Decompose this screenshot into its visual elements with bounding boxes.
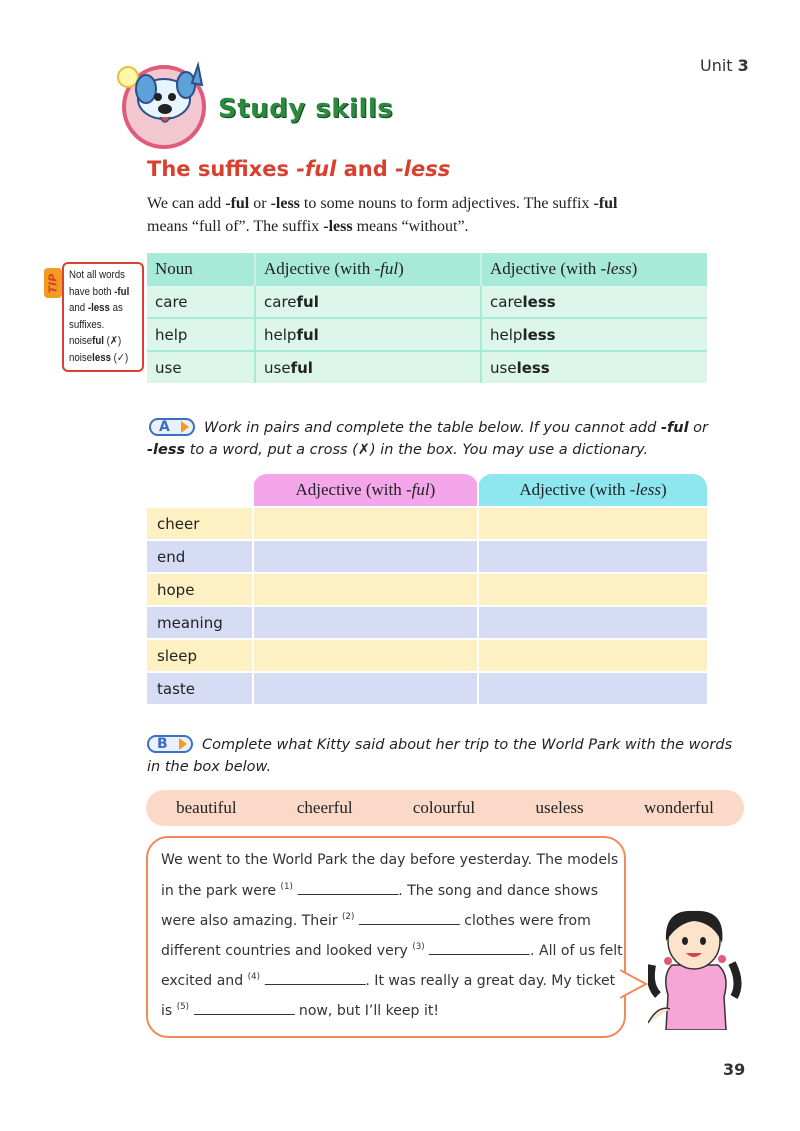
passage-line: in the park were $^{(1)}$ . The song and dance shows <box>161 882 599 899</box>
ful-answer-cell[interactable] <box>253 507 478 540</box>
table-row <box>147 318 707 351</box>
less-answer-cell[interactable] <box>478 573 707 606</box>
activity-a-line1: Work in pairs and complete the table below. If you cannot add -ful or <box>204 420 709 436</box>
arrow-icon <box>179 738 187 750</box>
tip-box <box>62 262 144 372</box>
ful-cell: useful <box>255 351 481 383</box>
less-answer-cell[interactable] <box>478 639 707 672</box>
fill-in-table <box>147 474 707 704</box>
noun-cell: care <box>147 285 255 318</box>
ful-cell: helpful <box>255 318 481 351</box>
less-answer-cell[interactable] <box>478 606 707 639</box>
speech-bubble-tail <box>620 968 650 1002</box>
passage-line: We went to the World Park the day before yesterday. The models <box>161 852 619 868</box>
less-cell: useless <box>481 351 707 383</box>
activity-b-badge: B <box>147 735 193 753</box>
arrow-icon <box>181 421 189 433</box>
header-adjective-ful: Adjective (with -ful) <box>255 253 481 285</box>
less-answer-cell[interactable] <box>478 540 707 573</box>
blank-2[interactable] <box>359 912 460 925</box>
noun-cell: use <box>147 351 255 383</box>
study-skills-banner: Study skills <box>218 94 394 124</box>
ful-answer-cell[interactable] <box>253 606 478 639</box>
table-row <box>147 573 707 606</box>
table-row <box>147 351 707 383</box>
table-row <box>147 606 707 639</box>
table-row <box>147 639 707 672</box>
word-option: useless <box>535 798 584 817</box>
ful-answer-cell[interactable] <box>253 573 478 606</box>
tip-text: Not all words have both -ful and -less as suffixes. noiseful (✗) noiseless (✓) <box>69 269 130 364</box>
word-box <box>146 790 744 826</box>
ful-answer-cell[interactable] <box>253 672 478 704</box>
suffix-example-table <box>147 253 707 383</box>
table-row <box>147 672 707 704</box>
ful-answer-cell[interactable] <box>253 639 478 672</box>
kitty-character-illustration <box>648 905 744 1030</box>
blank-5[interactable] <box>194 1002 295 1015</box>
activity-a-line2: -less to a word, put a cross (✗) in the box. You may use a dictionary. <box>147 442 649 458</box>
noun-cell: help <box>147 318 255 351</box>
word-cell: sleep <box>147 639 253 672</box>
passage-line: were also amazing. Their $^{(2)}$ clothes were from <box>161 912 591 929</box>
word-option: cheerful <box>296 798 353 817</box>
activity-b-line2: in the box below. <box>147 759 272 775</box>
word-cell: taste <box>147 672 253 704</box>
word-option: wonderful <box>643 798 714 817</box>
less-cell: helpless <box>481 318 707 351</box>
header-noun: Noun <box>147 253 255 285</box>
less-answer-cell[interactable] <box>478 507 707 540</box>
blank-1[interactable] <box>297 882 398 895</box>
table-row <box>147 507 707 540</box>
activity-a-badge: A <box>149 418 195 436</box>
lightbulb-icon <box>118 67 138 87</box>
less-answer-cell[interactable] <box>478 672 707 704</box>
intro-paragraph: We can add -ful or -less to some nouns to form adjectives. The suffix -ful means “full of”. The suffix -less means “without”. <box>147 195 618 235</box>
ful-cell: careful <box>255 285 481 318</box>
blank-3[interactable] <box>429 942 530 955</box>
header-adjective-less: Adjective (with -less) <box>478 474 707 507</box>
header-adjective-ful: Adjective (with -ful) <box>253 474 478 507</box>
word-option: beautiful <box>176 798 237 817</box>
word-cell: meaning <box>147 606 253 639</box>
word-option: colourful <box>412 798 476 817</box>
passage-line: different countries and looked very $^{(3)}$ . All of us felt <box>161 942 623 959</box>
less-cell: careless <box>481 285 707 318</box>
dog-mascot-logo <box>112 55 212 150</box>
unit-label: Unit 3 <box>700 56 749 75</box>
passage-line: is $^{(5)}$ now, but I’ll keep it! <box>161 1002 440 1019</box>
tip-badge: TIP <box>44 268 62 298</box>
blank-4[interactable] <box>264 972 365 985</box>
passage-line: excited and $^{(4)}$ . It was really a great day. My ticket <box>161 972 616 989</box>
word-cell: end <box>147 540 253 573</box>
table-row <box>147 285 707 318</box>
section-heading: The suffixes -ful and -less <box>147 157 451 181</box>
table-row <box>147 540 707 573</box>
word-cell: hope <box>147 573 253 606</box>
header-adjective-less: Adjective (with -less) <box>481 253 707 285</box>
page-number: 39 <box>723 1060 746 1079</box>
empty-corner <box>147 474 253 507</box>
word-cell: cheer <box>147 507 253 540</box>
activity-b-line1: Complete what Kitty said about her trip to the World Park with the words <box>202 737 733 753</box>
ful-answer-cell[interactable] <box>253 540 478 573</box>
